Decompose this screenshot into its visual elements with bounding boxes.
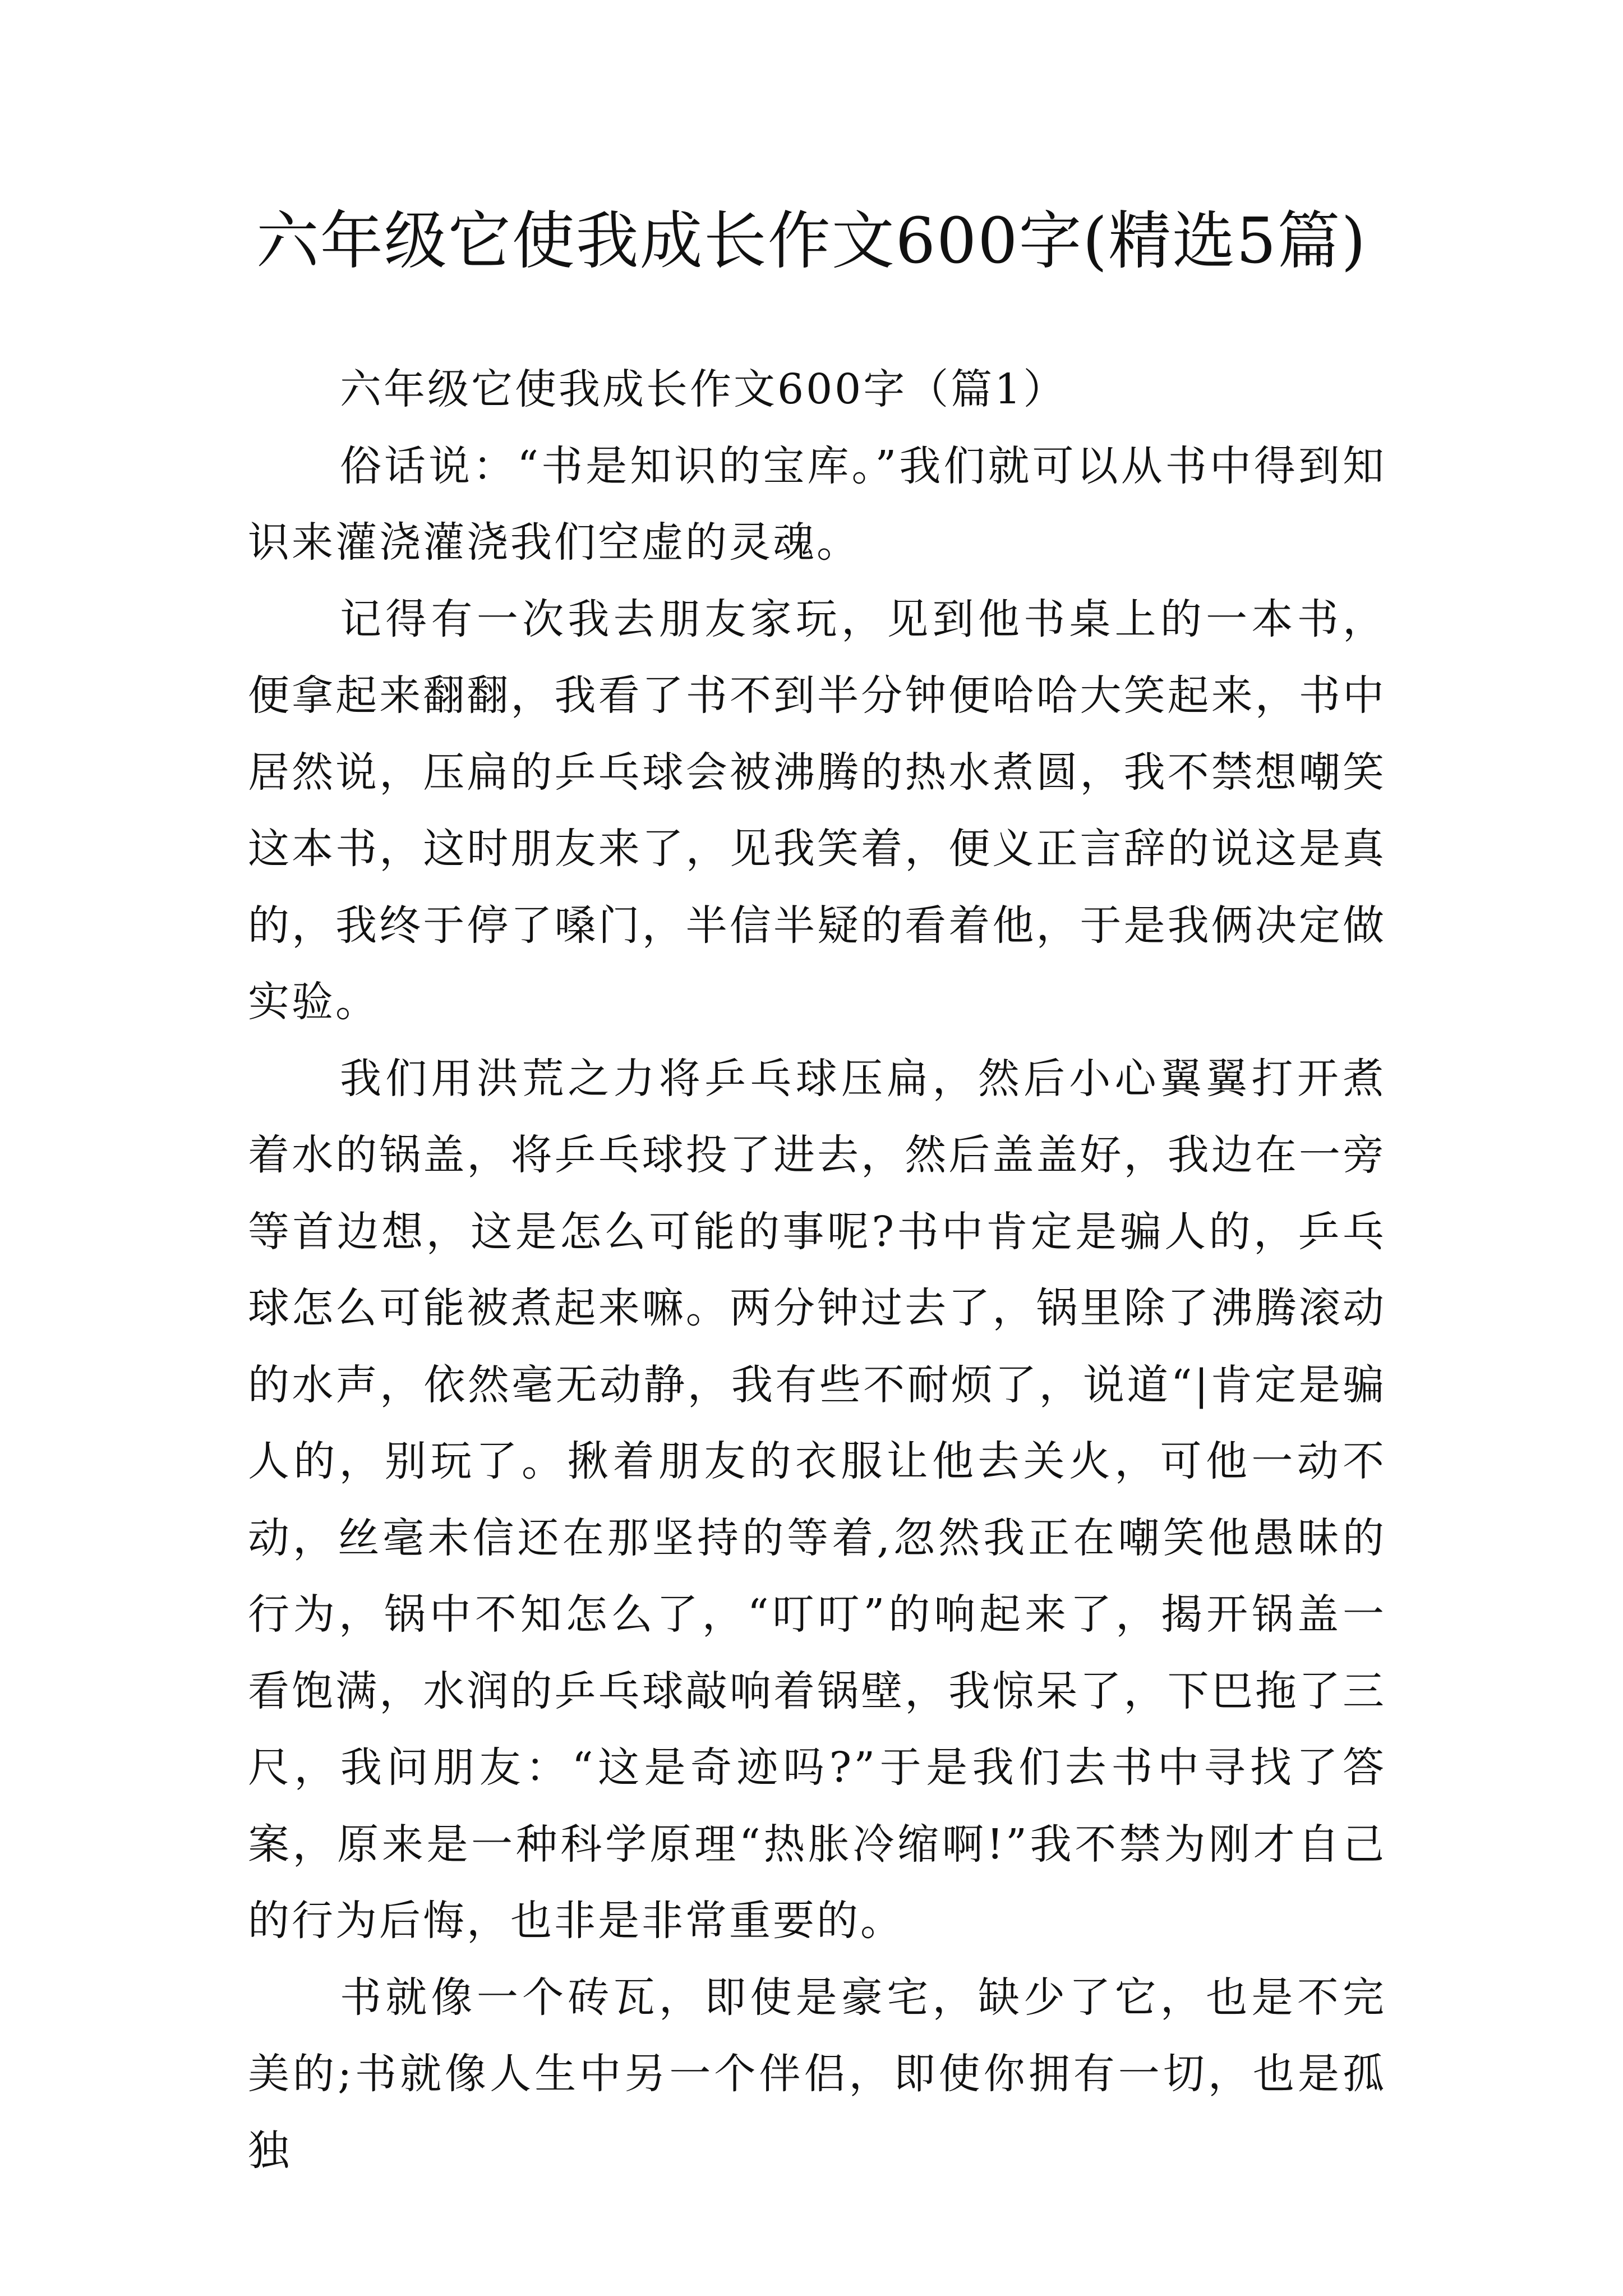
paragraph-2: 记得有一次我去朋友家玩，见到他书桌上的一本书，便拿起来翻翻，我看了书不到半分钟便哈哈大笑起来，书中居然说，压扁的乒乓球会被沸腾的热水煮圆，我不禁想嘲笑这本书，这时朋友来了，见我笑着，便义正言辞的说这是真的，我终于停了嗓门，半信半疑的看着他，于是我俩决定做实验。 xyxy=(248,595,1386,1026)
paragraph-4: 书就像一个砖瓦，即使是豪宅，缺少了它，也是不完美的;书就像人生中另一个伴侣，即使你拥有一切，也是孤独 xyxy=(248,1973,1386,2175)
document-body xyxy=(248,351,1386,2189)
document-title: 六年级它使我成长作文600字(精选5篇) xyxy=(256,205,1367,278)
paragraph-1: 俗话说：“书是知识的宝库。”我们就可以从书中得到知识来灌浇灌浇我们空虚的灵魂。 xyxy=(248,441,1386,567)
paragraph-3: 我们用洪荒之力将乒乓球压扁，然后小心翼翼打开煮着水的锅盖，将乒乓球投了进去，然后盖盖好，我边在一旁等首边想，这是怎么可能的事呢?书中肯定是骗人的，乒乓球怎么可能被煮起来嘛。两分钟过去了，锅里除了沸腾滚动的水声，依然毫无动静，我有些不耐烦了，说道“|肯定是骗人的，别玩了。揪着朋友的衣服让他去关火，可他一动不动，丝毫未信还在那坚持的等着,忽然我正在嘲笑他愚昧的行为，锅中不知怎么了，“叮叮”的响起来了，揭开锅盖一看饱满，水润的乒乓球敲响着锅壁，我惊呆了，下巴拖了三尺，我问朋友：“这是奇迹吗?”于是我们去书中寻找了答案，原来是一种科学原理“热胀冷缩啊!”我不禁为刚才自己的行为后悔，也非是非常重要的。 xyxy=(248,1054,1386,1945)
section-heading: 六年级它使我成长作文600字（篇1） xyxy=(340,365,1067,413)
